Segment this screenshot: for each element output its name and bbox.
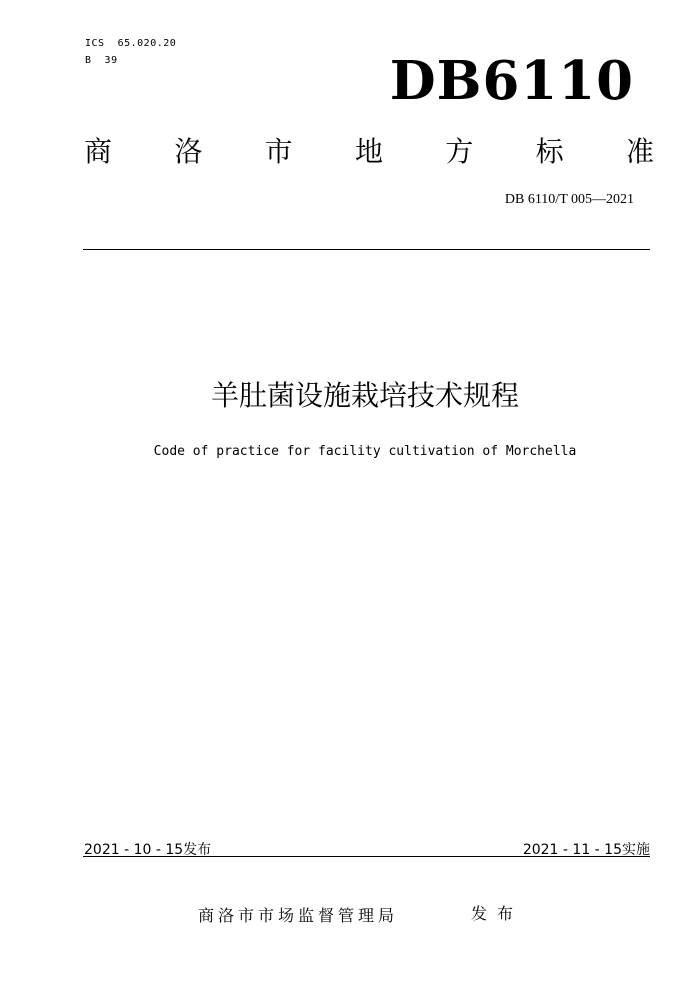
standard-type-char: 地 [354, 135, 383, 168]
standard-type-char: 洛 [174, 135, 203, 168]
ccs-code: B 39 [85, 55, 118, 66]
standard-number: DB 6110/T 005—2021 [504, 192, 634, 207]
standard-type-char: 方 [445, 135, 474, 168]
implement-date: 2021 - 11 - 15实施 [522, 842, 650, 858]
bottom-divider [83, 856, 650, 857]
ics-code: ICS 65.020.20 [85, 38, 177, 49]
document-title-en: Code of practice for facility cultivation of Morchella [153, 444, 577, 459]
standard-type-char: 准 [625, 135, 654, 168]
top-divider [83, 249, 650, 250]
standard-code-logo: DB6110 [389, 50, 634, 112]
publisher-name: 商洛市市场监督管理局 [198, 906, 399, 925]
standard-type [84, 135, 654, 168]
publish-label: 发布 [471, 904, 524, 923]
document-title-cn: 羊肚菌设施栽培技术规程 [210, 379, 519, 412]
standard-type-char: 标 [535, 135, 564, 168]
issue-date: 2021 - 10 - 15发布 [84, 842, 212, 858]
standard-type-char: 市 [264, 135, 293, 168]
standard-type-char: 商 [84, 135, 113, 168]
